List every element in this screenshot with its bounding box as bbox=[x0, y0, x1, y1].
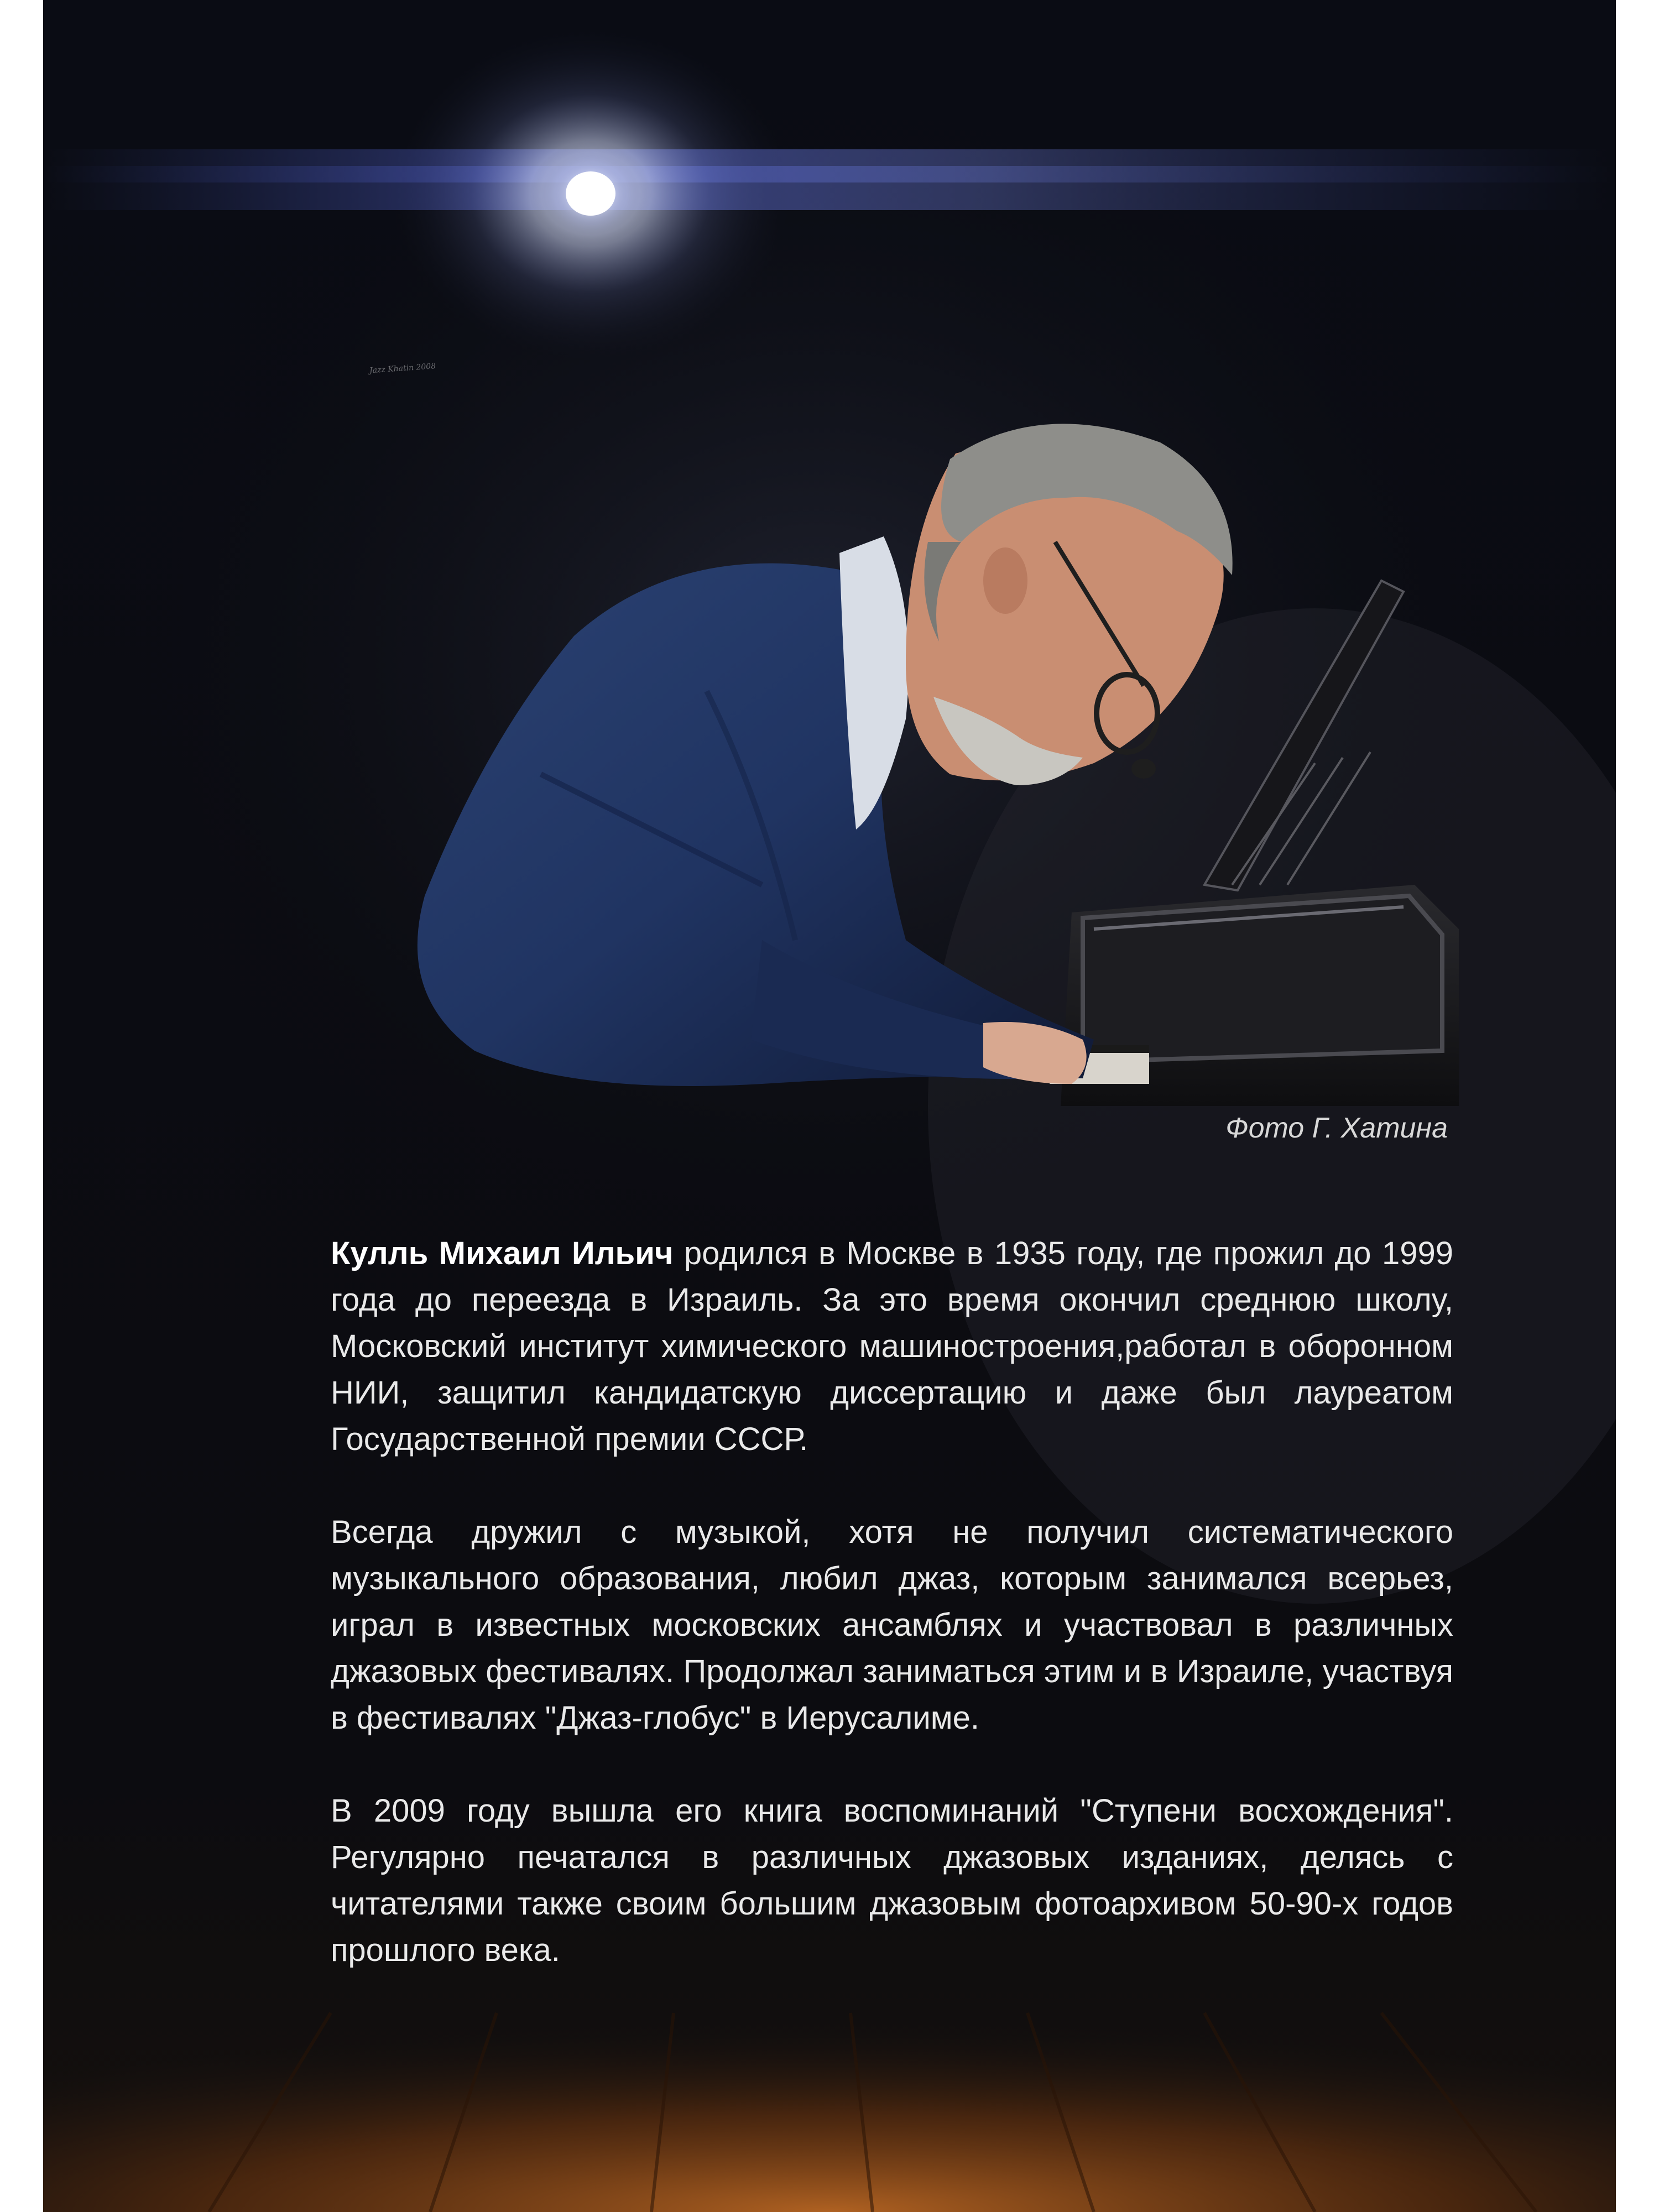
photographer-signature: Jazz Khatin 2008 bbox=[369, 362, 436, 375]
book-back-cover bbox=[43, 0, 1616, 2212]
bio-paragraph-2: Всегда дружил с музыкой, хотя не получил систематического музыкального образования, любил джаз, которым занимался всерьез, играл в известных московских ансамблях и участвовал в различных джазовых фестивалях. Продолжал заниматься этим и в Израиле, участвуя в фестивалях "Джаз-глобус" в Иерусалиме. bbox=[331, 1514, 1453, 1736]
bio-paragraph-1 bbox=[331, 1230, 1453, 1463]
photo-caption: Фото Г. Хатина bbox=[1225, 1112, 1448, 1144]
bio-paragraph-1-text: родился в Москве в 1935 году, где прожил до 1999 года до переезда в Израиль. За это время окончил среднюю школу, Московский институт химического машиностроения,работал в оборонном НИИ, защитил кандидатскую диссертацию и даже был лауреатом Государственной премии СССР. bbox=[331, 1235, 1453, 1457]
bio-paragraph-3: В 2009 году вышла его книга воспоминаний "Ступени восхождения". Регулярно печатался в различных джазовых изданиях, делясь с читателями также своим большим джазовым фотоархивом 50-90-х годов прошлого века. bbox=[331, 1793, 1453, 1968]
biography-text bbox=[331, 1230, 1453, 2020]
bio-author-name: Кулль Михаил Ильич bbox=[331, 1235, 674, 1271]
